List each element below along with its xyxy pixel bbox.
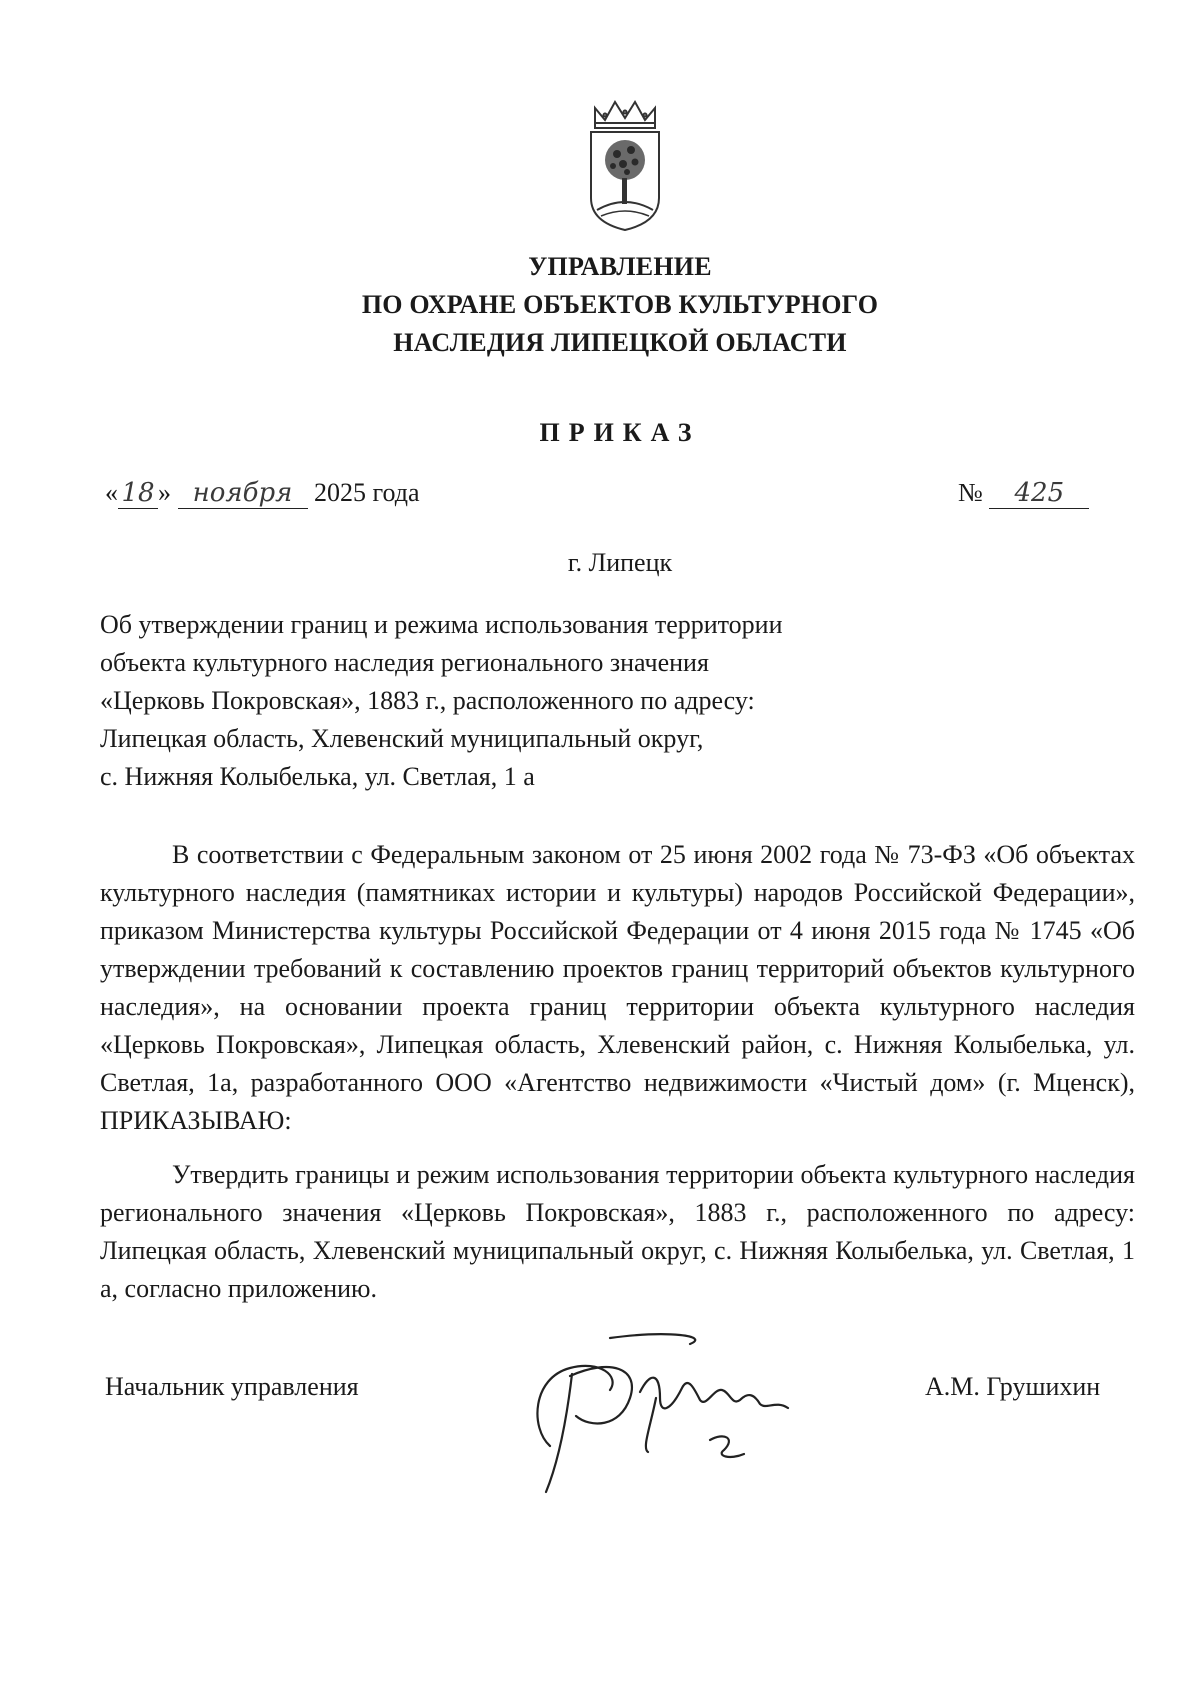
signatory-position: Начальник управления xyxy=(105,1372,359,1401)
order-number-label: № xyxy=(958,478,983,507)
subject-line-3: «Церковь Покровская», 1883 г., расположенного по адресу: xyxy=(100,686,755,715)
city: г. Липецк xyxy=(567,548,673,577)
org-name-line-2: ПО ОХРАНЕ ОБЪЕКТОВ КУЛЬТУРНОГО xyxy=(361,290,879,319)
signatory-name: А.М. Грушихин xyxy=(925,1372,1101,1401)
order-number xyxy=(958,478,1089,509)
date-year: 2025 года xyxy=(314,478,420,507)
subject-line-5: с. Нижняя Колыбелька, ул. Светлая, 1 а xyxy=(100,762,535,791)
subject-line-2: объекта культурного наследия регионального значения xyxy=(100,648,709,677)
org-name-line-3: НАСЛЕДИЯ ЛИПЕЦКОЙ ОБЛАСТИ xyxy=(393,328,847,357)
handwritten-signature-icon xyxy=(510,1328,830,1498)
body-paragraph-2: Утвердить границы и режим использования территории объекта культурного наследия регионального значения «Церковь Покровская», 1883 г., расположенного по адресу: Липецкая область, Хлевенский муниципальный округ, с. Нижняя Колыбелька, ул. Светлая, 1 а, согласно приложению. xyxy=(100,1160,1135,1303)
date-day: 18 xyxy=(118,478,158,509)
order-date xyxy=(105,478,420,509)
date-open-quote: « xyxy=(105,478,118,507)
order-subject xyxy=(100,606,920,796)
subject-line-4: Липецкая область, Хлевенский муниципальный округ, xyxy=(100,724,704,753)
coat-of-arms-icon xyxy=(583,98,667,233)
body-paragraph-1: В соответствии с Федеральным законом от 25 июня 2002 года № 73-ФЗ «Об объектах культурного наследия (памятниках истории и культуры) народов Российской Федерации», приказом Министерства культуры Российской Федерации от 4 июня 2015 года № 1745 «Об утверждении требований к составлению проектов границ территорий объектов культурного наследия», на основании проекта границ территории объекта культурного наследия «Церковь Покровская», Липецкая область, Хлевенский район, с. Нижняя Колыбелька, ул. Светлая, 1а, разработанного ООО «Агентство недвижимости «Чистый дом» (г. Мценск), ПРИКАЗЫВАЮ: xyxy=(100,840,1135,1135)
order-number-value: 425 xyxy=(989,478,1089,509)
org-name-line-1: УПРАВЛЕНИЕ xyxy=(528,252,712,281)
date-close-quote: » xyxy=(158,478,171,507)
document-type-title: ПРИКАЗ xyxy=(539,418,701,447)
subject-line-1: Об утверждении границ и режима использования территории xyxy=(100,610,783,639)
date-month: ноября xyxy=(178,478,308,509)
